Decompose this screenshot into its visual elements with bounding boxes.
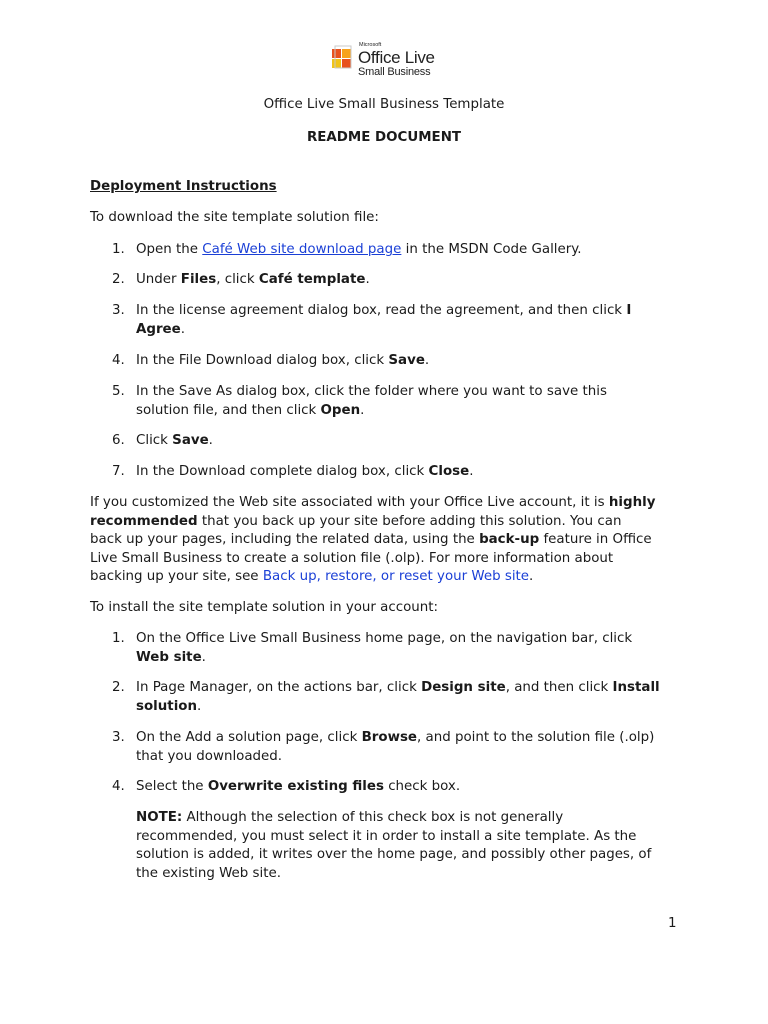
step-bold: Close [428,464,470,479]
step-text: , and point to the solution file (.olp) [417,730,655,745]
note-label: NOTE: [136,810,183,825]
step-number: 1. [112,242,125,257]
step-number: 4. [112,779,125,794]
step-bold: Open [320,402,361,418]
step-text: On the Office Live Small Business home page, on the navigation bar, click [136,631,633,646]
para-text: backing up your site, see [90,569,263,584]
step-number: 4. [112,353,125,368]
note-text: solution is added, it writes over the home page, and possibly other pages, of [136,847,652,862]
step-text: In the File Download dialog box, click [136,353,389,368]
step-text: . [469,464,474,479]
step-text: Click [136,433,173,448]
step-text: On the Add a solution page, click [136,730,362,745]
step-bold: Web site [136,649,202,665]
step-text: . [197,698,202,714]
step-number: 2. [112,272,125,287]
cafe-download-link[interactable]: Café Web site download page [202,242,402,257]
para-text: back up your pages, including the related data, using the [90,532,480,547]
para-bold: recommended [90,513,198,529]
logo-wordmark [358,43,435,78]
logo-small-business: Small Business [358,65,431,78]
step-text: . [180,321,185,337]
backup-restore-link[interactable]: Back up, restore, or reset your Web site [262,569,530,584]
step-bold: Overwrite existing files [207,779,384,794]
step-number: 2. [112,680,125,695]
step-text: Open the [136,242,203,257]
step-bold: solution [136,698,198,714]
note-text: the existing Web site. [136,865,281,881]
step-number: 6. [112,433,125,448]
step-bold: Files [180,272,217,287]
step-bold: Café template [258,272,366,287]
backup-paragraph [90,494,690,587]
step-bold: Save [388,353,425,368]
section-heading: Deployment Instructions [90,179,277,194]
step-text: In the Save As dialog box, click the folder where you want to save this [136,384,607,399]
step-text: Select the [136,779,208,794]
step-number: 3. [112,303,125,318]
para-bold: back-up [479,532,540,547]
step-text: , click [216,272,259,287]
step-text: in the MSDN Code Gallery. [401,242,582,257]
para-text: . [529,569,534,584]
note-text: recommended, you must select it in order to install a site template. As the [136,828,637,844]
step-number: 5. [112,384,125,399]
office-live-logo [332,43,442,87]
step-text: check box. [383,779,461,794]
logo-microsoft: Microsoft [359,42,382,48]
step-text: solution file, and then click [136,402,321,418]
step-number: 3. [112,730,125,745]
step-bold: Agree [136,321,181,337]
para-bold: highly [608,495,656,510]
step-text: In the license agreement dialog box, read the agreement, and then click [136,303,627,318]
step-text: . [365,272,370,287]
step-bold: I [626,303,632,318]
page-number: 1 [668,916,677,931]
office-logo-icon [332,45,354,73]
step-number: 1. [112,631,125,646]
note-text: Although the selection of this check box is not generally [182,810,564,825]
step-text: . [360,402,365,418]
step-bold: Design site [421,680,506,695]
para-text: feature in Office [539,532,652,547]
step-text: . [208,433,213,448]
install-intro: To install the site template solution in your account: [90,600,439,615]
step-bold: Install [612,680,660,695]
step-bold: Save [172,433,209,448]
document-subtitle: README DOCUMENT [306,130,462,145]
para-text: Live Small Business to create a solution file (.olp). For more information about [90,550,614,566]
step-text: that you downloaded. [136,748,283,764]
note-paragraph [136,809,696,883]
step-text: . [424,353,430,368]
step-text: , and then click [505,680,613,695]
step-number: 7. [112,464,125,479]
logo-office-live: Office Live [358,47,435,67]
step-bold: Browse [361,730,418,745]
download-intro: To download the site template solution file: [90,210,379,225]
para-text: that you back up your site before adding this solution. You can [197,513,622,529]
document-title: Office Live Small Business Template [263,97,505,112]
step-text: In the Download complete dialog box, click [136,464,429,479]
step-text: Under [136,272,181,287]
step-text: . [201,649,206,665]
para-text: If you customized the Web site associated with your Office Live account, it is [90,495,609,510]
step-text: In Page Manager, on the actions bar, click [136,680,422,695]
